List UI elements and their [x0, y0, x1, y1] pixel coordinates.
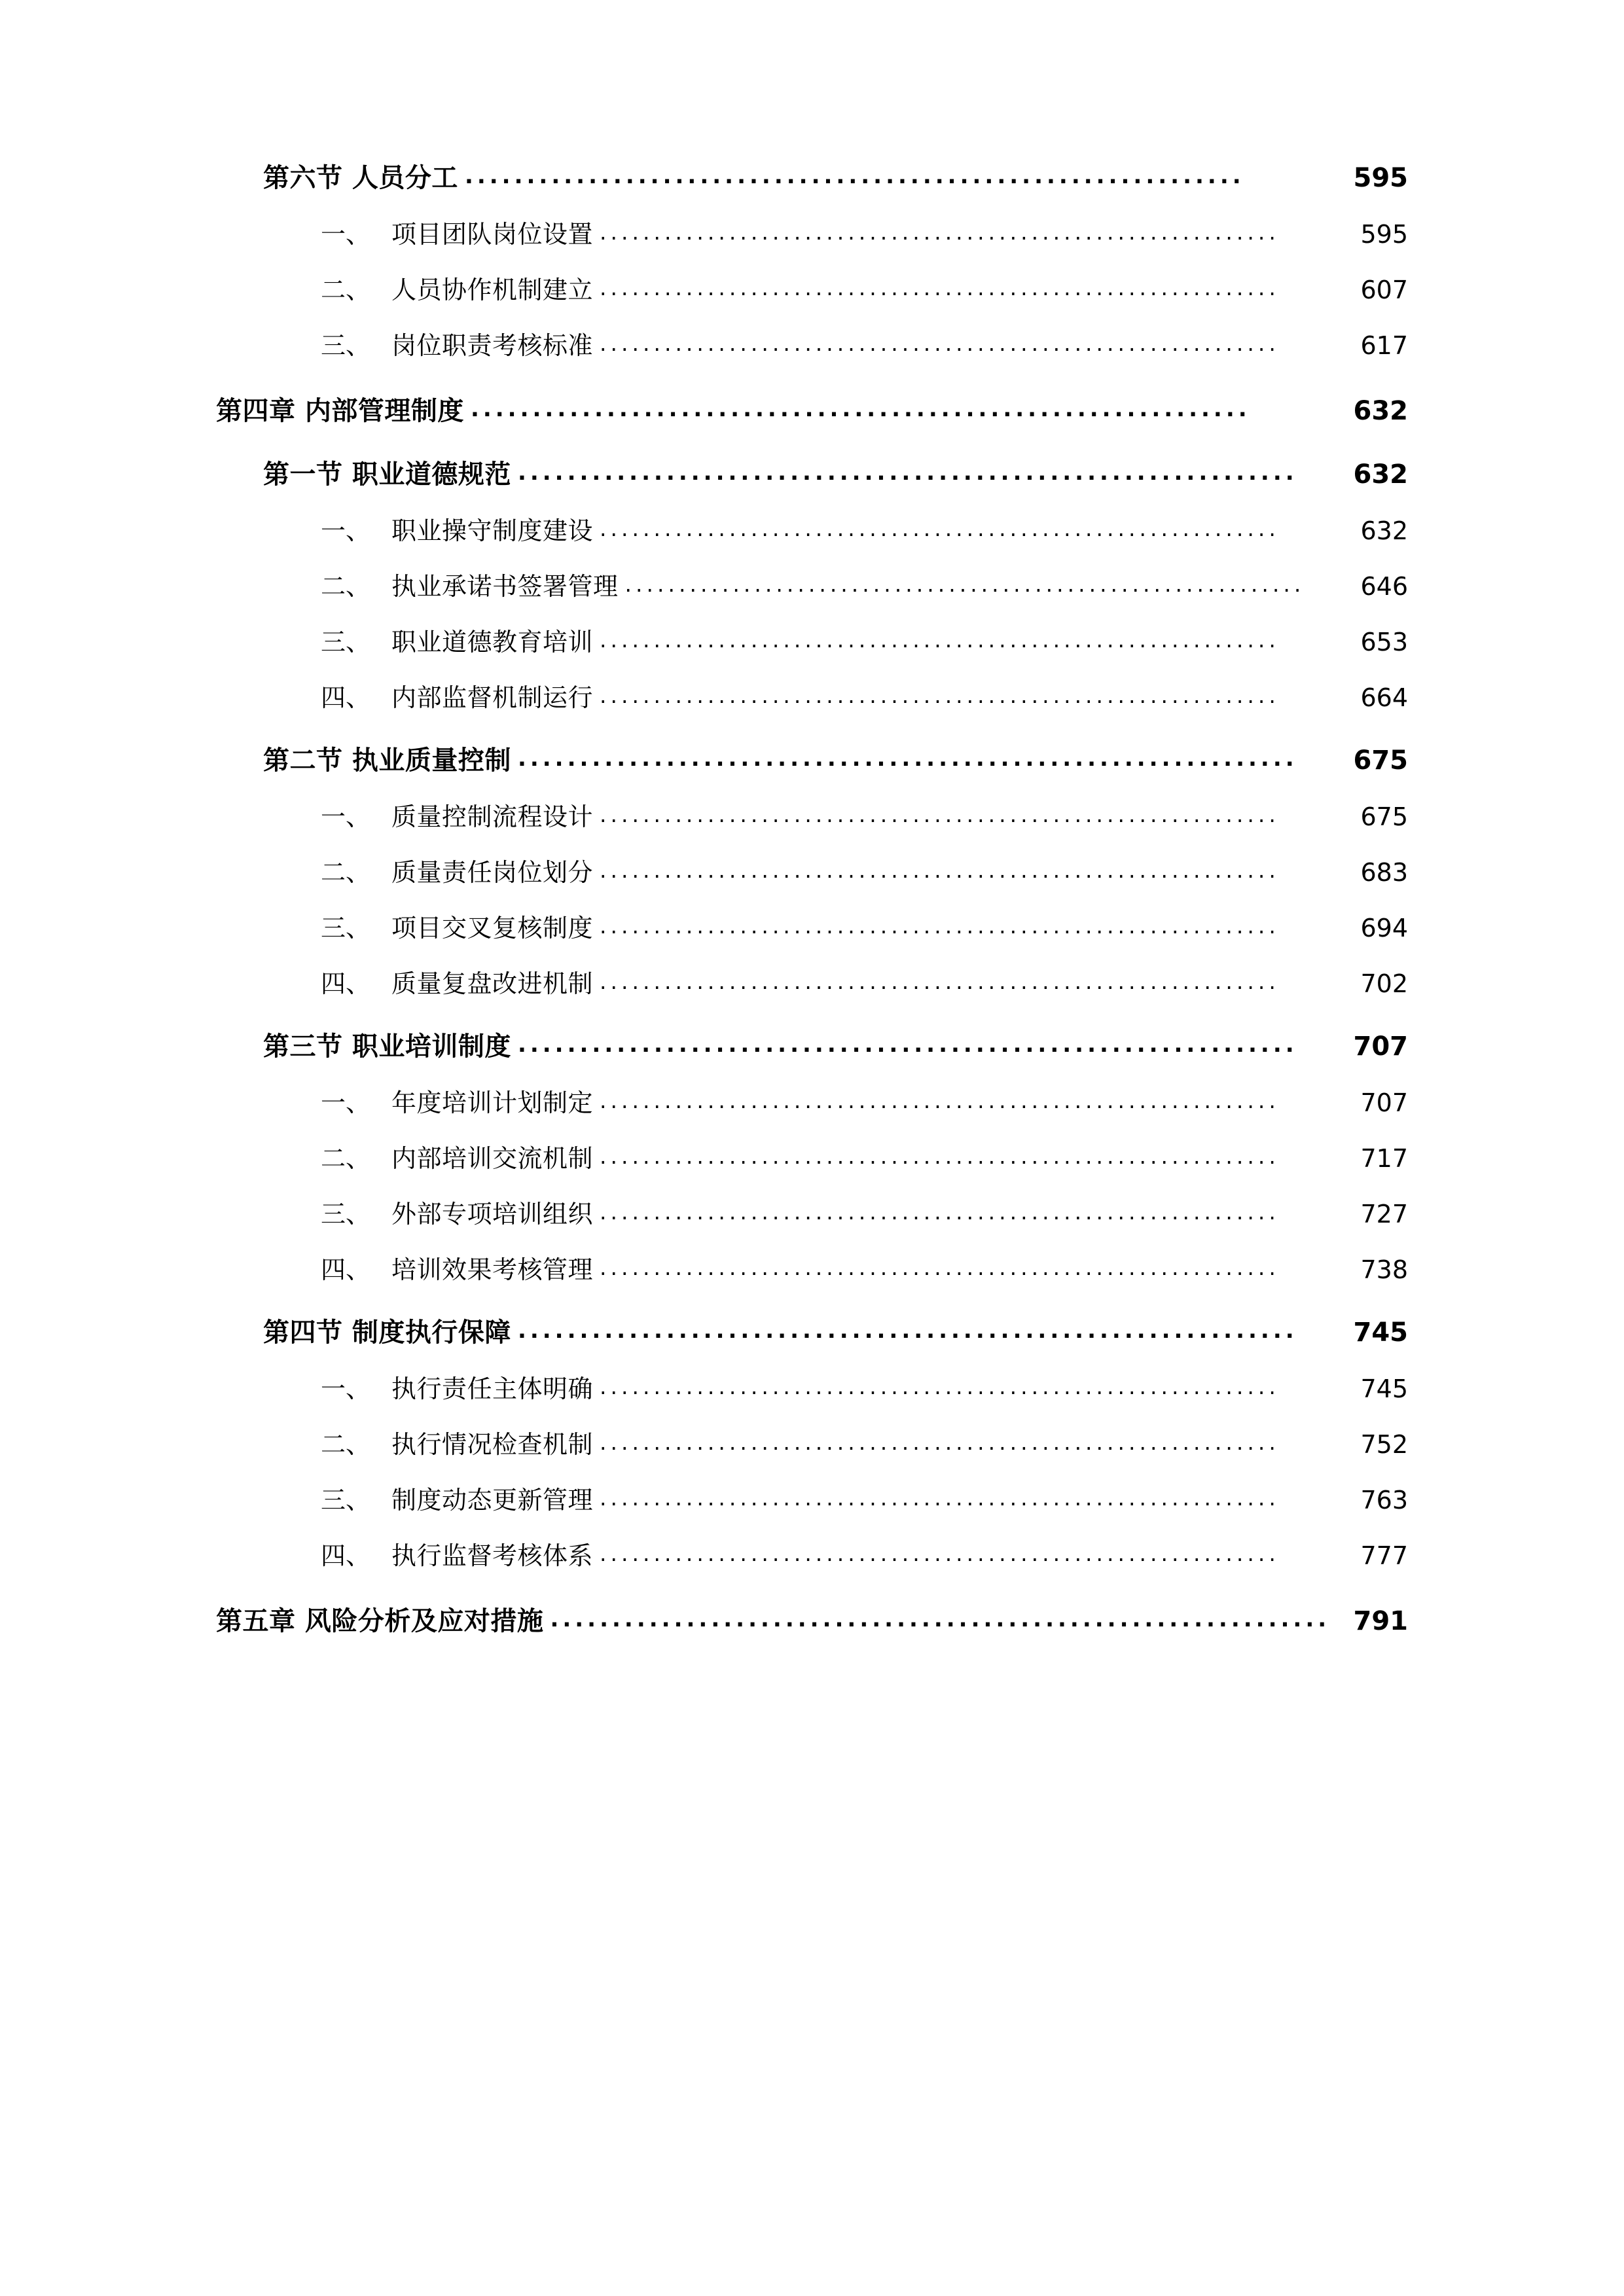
toc-entry-label: 质量责任岗位划分	[391, 858, 594, 887]
toc-entry-item[interactable]	[216, 270, 1408, 306]
toc-entry-number: 四、	[321, 1541, 371, 1570]
toc-entry-section[interactable]	[216, 740, 1408, 777]
toc-entry-item[interactable]	[216, 1480, 1408, 1516]
toc-entry-number: 一、	[321, 516, 371, 545]
toc-entry-number: 二、	[321, 276, 371, 304]
toc-entry-page-number: 664	[1360, 683, 1408, 712]
toc-dot-leader: ...............................................................	[600, 969, 1280, 994]
toc-dot-leader: ...............................................................	[464, 163, 1245, 189]
toc-entry-page-number: 745	[1353, 1318, 1408, 1348]
toc-entry-page-number: 763	[1360, 1486, 1408, 1515]
toc-entry-number: 二、	[321, 1430, 371, 1459]
toc-entry-number: 二、	[321, 1144, 371, 1173]
toc-entry-page-number: 607	[1360, 276, 1408, 304]
toc-entry-page-number: 675	[1353, 745, 1408, 776]
toc-entry-page-number: 777	[1360, 1541, 1408, 1570]
toc-entry-label: 第六节 人员分工	[263, 163, 458, 193]
toc-dot-leader: ...............................................................	[550, 1606, 1331, 1632]
toc-entry-page-number: 595	[1353, 163, 1408, 193]
toc-dot-leader: ...............................................................	[600, 1143, 1280, 1169]
toc-entry-item[interactable]	[216, 852, 1408, 888]
toc-entry-item[interactable]	[216, 214, 1408, 250]
toc-dot-leader: ...............................................................	[600, 1429, 1280, 1455]
toc-entry-page-number: 717	[1360, 1144, 1408, 1173]
toc-dot-leader: ...............................................................	[600, 857, 1280, 883]
toc-entry-label: 第一节 职业道德规范	[263, 459, 511, 490]
toc-entry-page-number: 791	[1353, 1606, 1408, 1636]
toc-dot-leader: ...............................................................	[517, 1031, 1298, 1058]
toc-entry-label: 内部培训交流机制	[391, 1144, 594, 1173]
toc-entry-page-number: 632	[1353, 396, 1408, 426]
toc-entry-label: 第五章 风险分析及应对措施	[216, 1606, 544, 1636]
toc-entry-number: 一、	[321, 802, 371, 831]
toc-entry-number: 四、	[321, 683, 371, 712]
toc-entry-item[interactable]	[216, 1138, 1408, 1174]
toc-entry-chapter[interactable]	[216, 1600, 1408, 1638]
toc-entry-label: 岗位职责考核标准	[391, 331, 594, 360]
toc-entry-number: 四、	[321, 1255, 371, 1284]
toc-entry-number: 三、	[321, 1200, 371, 1229]
toc-entry-label: 项目交叉复核制度	[391, 914, 594, 942]
toc-entry-item[interactable]	[216, 963, 1408, 999]
toc-entry-label: 执行情况检查机制	[391, 1430, 594, 1459]
toc-entry-label: 质量复盘改进机制	[391, 969, 594, 998]
toc-entry-label: 培训效果考核管理	[391, 1255, 594, 1284]
toc-entry-page-number: 646	[1360, 572, 1408, 601]
toc-dot-leader: ...............................................................	[470, 396, 1251, 422]
toc-dot-leader: ...............................................................	[624, 571, 1305, 597]
toc-entry-page-number: 727	[1360, 1200, 1408, 1229]
toc-entry-page-number: 632	[1353, 459, 1408, 490]
toc-entry-label: 第四节 制度执行保障	[263, 1318, 511, 1348]
toc-entry-label: 外部专项培训组织	[391, 1200, 594, 1229]
toc-entry-label: 职业道德教育培训	[391, 628, 594, 656]
toc-entry-section[interactable]	[216, 157, 1408, 194]
toc-entry-section[interactable]	[216, 454, 1408, 491]
toc-entry-item[interactable]	[216, 908, 1408, 944]
toc-entry-item[interactable]	[216, 1424, 1408, 1460]
toc-entry-item[interactable]	[216, 566, 1408, 602]
toc-entry-page-number: 595	[1360, 220, 1408, 249]
toc-entry-label: 执行监督考核体系	[391, 1541, 594, 1570]
toc-entry-number: 三、	[321, 1486, 371, 1515]
toc-entry-page-number: 617	[1360, 331, 1408, 360]
toc-entry-item[interactable]	[216, 325, 1408, 361]
toc-entry-section[interactable]	[216, 1312, 1408, 1349]
toc-entry-page-number: 707	[1353, 1031, 1408, 1062]
toc-entry-page-number: 745	[1360, 1374, 1408, 1403]
toc-entry-number: 三、	[321, 331, 371, 360]
toc-dot-leader: ...............................................................	[600, 913, 1280, 939]
toc-entry-page-number: 702	[1360, 969, 1408, 998]
toc-dot-leader: ...............................................................	[600, 683, 1280, 708]
toc-dot-leader: ...............................................................	[600, 1541, 1280, 1566]
toc-entry-number: 三、	[321, 628, 371, 656]
toc-entry-item[interactable]	[216, 797, 1408, 833]
toc-dot-leader: ...............................................................	[600, 1485, 1280, 1511]
toc-dot-leader: ...............................................................	[600, 627, 1280, 653]
toc-dot-leader: ...............................................................	[600, 1199, 1280, 1225]
toc-entry-item[interactable]	[216, 1083, 1408, 1119]
toc-entry-label: 执行责任主体明确	[391, 1374, 594, 1403]
toc-dot-leader: ...............................................................	[600, 219, 1280, 245]
toc-entry-item[interactable]	[216, 1194, 1408, 1230]
toc-entry-label: 人员协作机制建立	[391, 276, 594, 304]
toc-entry-item[interactable]	[216, 511, 1408, 547]
toc-dot-leader: ...............................................................	[600, 1374, 1280, 1399]
toc-entry-page-number: 694	[1360, 914, 1408, 942]
toc-entry-label: 内部监督机制运行	[391, 683, 594, 712]
table-of-contents	[216, 157, 1408, 1638]
toc-entry-number: 四、	[321, 969, 371, 998]
toc-dot-leader: ...............................................................	[600, 802, 1280, 827]
toc-dot-leader: ...............................................................	[600, 331, 1280, 356]
toc-entry-label: 第四章 内部管理制度	[216, 396, 464, 426]
toc-entry-number: 三、	[321, 914, 371, 942]
toc-dot-leader: ...............................................................	[517, 459, 1298, 486]
toc-entry-label: 第三节 职业培训制度	[263, 1031, 511, 1062]
toc-dot-leader: ...............................................................	[600, 516, 1280, 541]
toc-entry-item[interactable]	[216, 1535, 1408, 1571]
toc-entry-section[interactable]	[216, 1026, 1408, 1063]
toc-entry-page-number: 683	[1360, 858, 1408, 887]
toc-entry-label: 项目团队岗位设置	[391, 220, 594, 249]
toc-entry-item[interactable]	[216, 1249, 1408, 1285]
toc-entry-number: 二、	[321, 858, 371, 887]
toc-dot-leader: ...............................................................	[600, 1255, 1280, 1280]
toc-entry-page-number: 738	[1360, 1255, 1408, 1284]
toc-entry-item[interactable]	[216, 677, 1408, 713]
toc-entry-label: 制度动态更新管理	[391, 1486, 594, 1515]
toc-entry-number: 一、	[321, 220, 371, 249]
toc-entry-page-number: 675	[1360, 802, 1408, 831]
toc-entry-label: 年度培训计划制定	[391, 1088, 594, 1117]
toc-entry-label: 执业承诺书签署管理	[391, 572, 619, 601]
toc-dot-leader: ...............................................................	[600, 275, 1280, 300]
toc-entry-page-number: 707	[1360, 1088, 1408, 1117]
toc-entry-label: 质量控制流程设计	[391, 802, 594, 831]
toc-entry-item[interactable]	[216, 622, 1408, 658]
toc-entry-label: 第二节 执业质量控制	[263, 745, 511, 776]
toc-dot-leader: ...............................................................	[517, 1318, 1298, 1344]
toc-entry-label: 职业操守制度建设	[391, 516, 594, 545]
toc-dot-leader: ...............................................................	[600, 1088, 1280, 1113]
toc-entry-item[interactable]	[216, 1369, 1408, 1405]
toc-entry-page-number: 752	[1360, 1430, 1408, 1459]
toc-entry-number: 二、	[321, 572, 371, 601]
toc-entry-number: 一、	[321, 1088, 371, 1117]
toc-entry-page-number: 632	[1360, 516, 1408, 545]
toc-entry-number: 一、	[321, 1374, 371, 1403]
toc-entry-chapter[interactable]	[216, 390, 1408, 427]
toc-dot-leader: ...............................................................	[517, 745, 1298, 772]
toc-entry-page-number: 653	[1360, 628, 1408, 656]
